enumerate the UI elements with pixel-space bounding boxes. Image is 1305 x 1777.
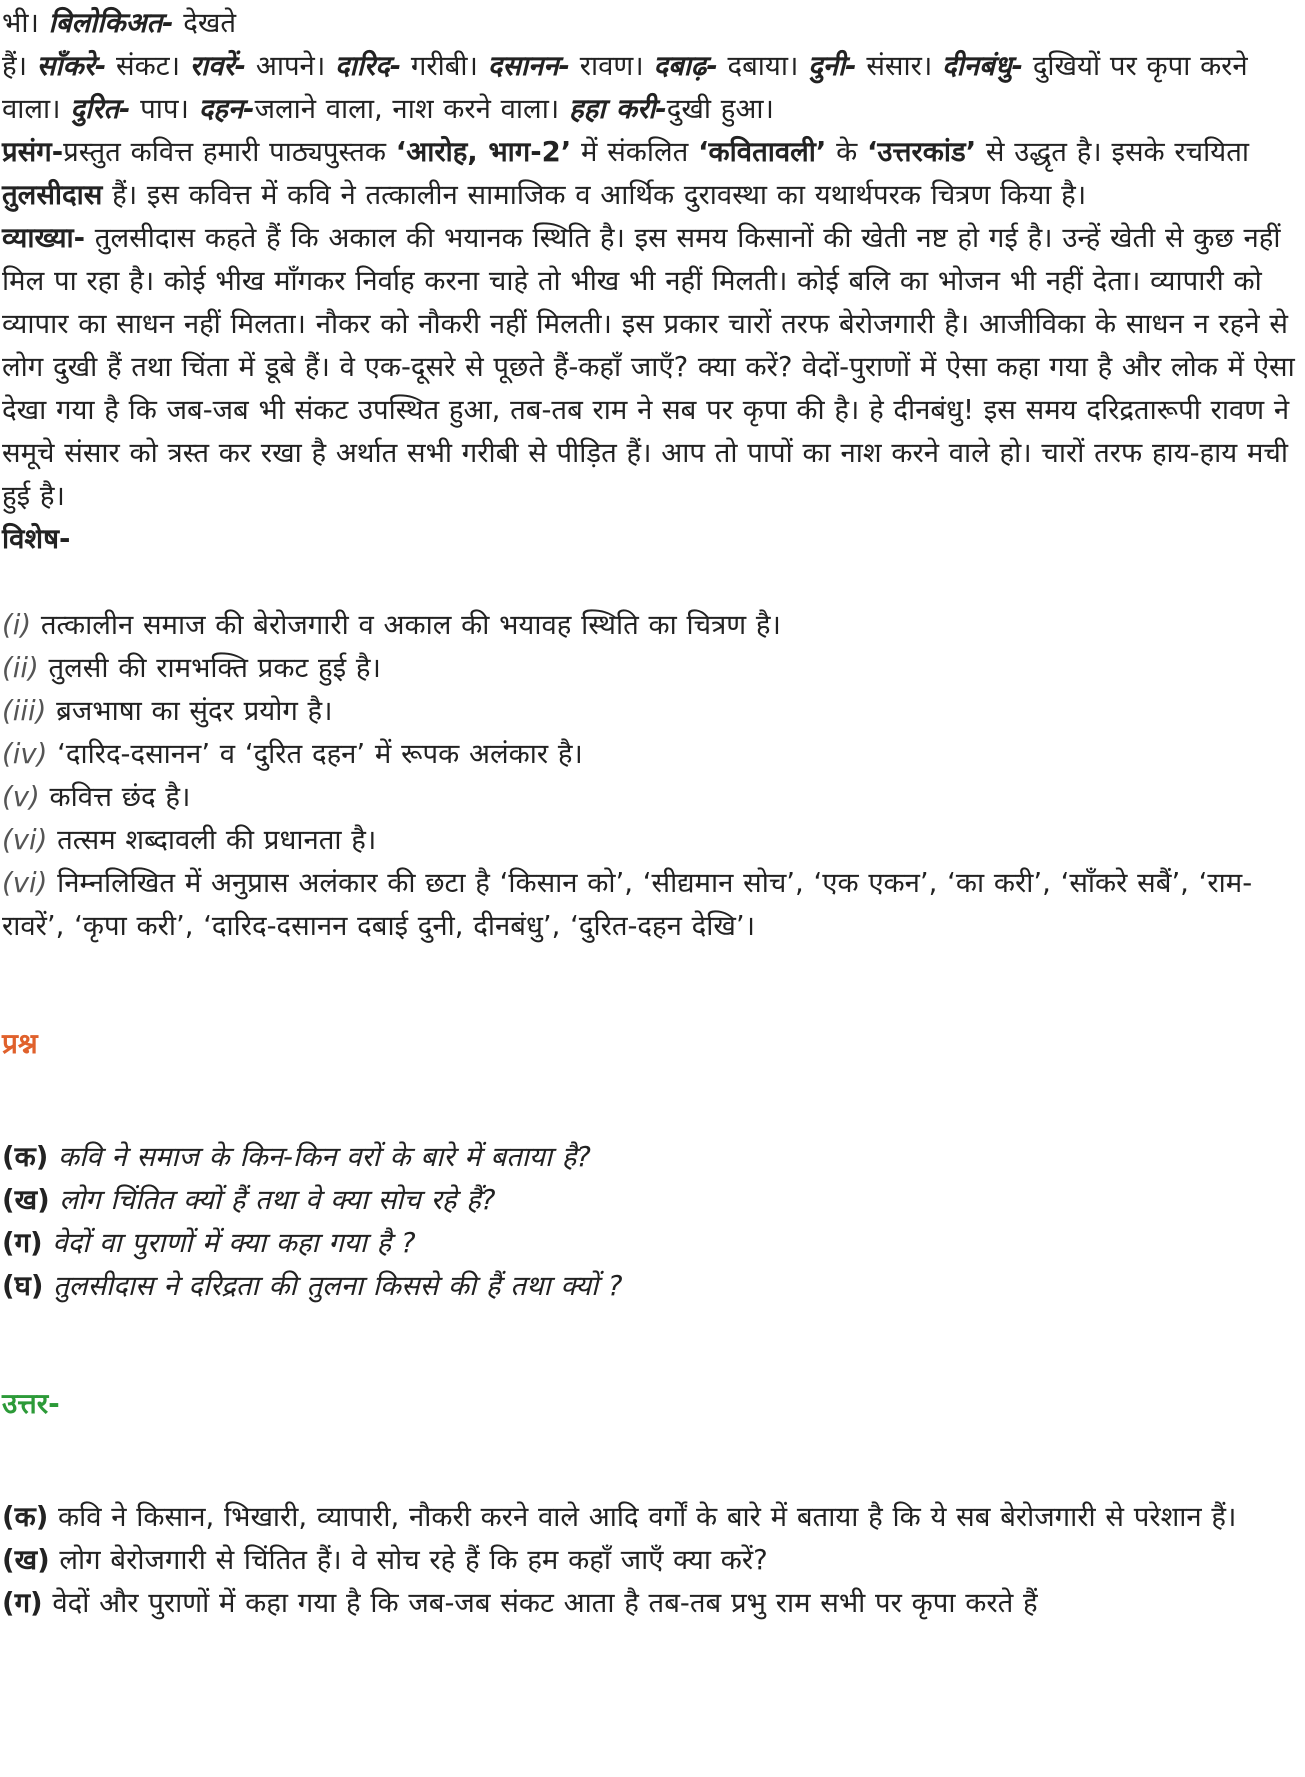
glossary-meaning: दुखी हुआ। xyxy=(666,93,774,125)
glossary-lead: भी। xyxy=(2,7,49,39)
glossary-term: दुनी- xyxy=(808,50,857,82)
point-text: कवित्त छंद है। xyxy=(39,781,191,813)
answer-text: कवि ने किसान, भिखारी, व्यापारी, नौकरी करने वाले आदि वर्गों के बारे में बताया है कि ये सब बेरोजगारी से परेशान हैं। xyxy=(48,1501,1237,1533)
glossary-meaning: संकट। xyxy=(106,50,190,82)
point-text: ब्रजभाषा का सुंदर प्रयोग है। xyxy=(46,695,333,727)
question-item xyxy=(2,1265,1295,1308)
section-title: ‘उत्तरकांड’ xyxy=(866,136,977,168)
answers-heading: उत्तर- xyxy=(2,1387,60,1420)
vishesh-point xyxy=(2,733,1295,776)
point-number: (iv) xyxy=(2,738,48,770)
glossary-meaning: देखते xyxy=(173,7,237,39)
vishesh-point xyxy=(2,776,1295,819)
answer-label: (क) xyxy=(2,1501,49,1533)
point-text: ‘दारिद-दसानन’ व ‘दुरित दहन’ में रूपक अलंकार है। xyxy=(47,738,583,770)
glossary-meaning: दबाया। xyxy=(717,50,809,82)
answer-item xyxy=(2,1582,1295,1625)
glossary-term: रावरें- xyxy=(189,50,247,82)
answer-label: (ख) xyxy=(2,1544,50,1576)
glossary-term: दुरित- xyxy=(70,93,131,125)
spacer xyxy=(2,948,1295,994)
glossary-term: दसानन- xyxy=(487,50,570,82)
question-text: कवि ने समाज के किन-किन वरों के बारे में बताया है? xyxy=(48,1141,591,1173)
vyakhya-text: तुलसीदास कहते हैं कि अकाल की भयानक स्थिति है। इस समय किसानों की खेती नष्ट हो गई है। उन्हें खेती से कुछ नहीं मिल पा रहा है। कोई भीख माँगकर निर्वाह करना चाहे तो भीख भी नहीं मिलती। कोई बलि का भोजन भी नहीं देता। व्यापारी को व्यापार का साधन नहीं मिलता। नौकर को नौकरी नहीं मिलती। इस प्रकार चारों तरफ बेरोजगारी है। आजीविका के साधन न रहने से लोग दुखी हैं तथा चिंता में डूबे हैं। वे एक-दूसरे से पूछते हैं-कहाँ जाएँ? क्या करें? वेदों-पुराणों में ऐसा कहा गया है और लोक में ऐसा देखा गया है कि जब-जब भी संकट उपस्थित हुआ, तब-तब राम ने सब पर कृपा की है। हे दीनबंधु! इस समय दरिद्रतारूपी रावण ने समूचे संसार को त्रस्त कर रखा है अर्थात सभी गरीबी से पीड़ित हैं। आप तो पापों का नाश करने वाले हो। चारों तरफ हाय-हाय मची हुई है। xyxy=(2,222,1295,512)
point-number: (vi) xyxy=(2,824,48,856)
point-number: (v) xyxy=(2,781,40,813)
book-title: ‘आरोह, भाग-2’ xyxy=(395,136,572,168)
question-label: (घ) xyxy=(2,1270,44,1302)
glossary-paragraph xyxy=(2,2,1295,131)
glossary-term: साँकरे- xyxy=(36,50,107,82)
answer-item xyxy=(2,1539,1295,1582)
question-label: (ख) xyxy=(2,1184,50,1216)
question-text: वेदों वा पुराणों में क्या कहा गया है ? xyxy=(42,1227,416,1259)
glossary-term: दबाढ़- xyxy=(653,50,718,82)
glossary-meaning: संसार। xyxy=(856,50,943,82)
vishesh-heading: विशेष- xyxy=(2,523,71,555)
question-label: (क) xyxy=(2,1141,49,1173)
answer-item xyxy=(2,1496,1295,1539)
prasang-paragraph xyxy=(2,131,1295,217)
answer-text: वेदों और पुराणों में कहा गया है कि जब-जब संकट आता है तब-तब प्रभु राम सभी पर कृपा करते हैं xyxy=(42,1587,1038,1619)
prasang-text: हैं। इस कवित्त में कवि ने तत्कालीन सामाजिक व आर्थिक दुरावस्था का यथार्थपरक चित्रण किया है। xyxy=(102,179,1087,211)
glossary-term: दहन- xyxy=(198,93,255,125)
spacer xyxy=(2,1093,1295,1136)
question-text: लोग चिंतित क्यों हैं तथा वे क्या सोच रहे हैं? xyxy=(49,1184,496,1216)
prasang-label: प्रसंग- xyxy=(2,136,64,168)
prasang-text: प्रस्तुत कवित्त हमारी पाठ्यपुस्तक xyxy=(63,136,396,168)
glossary-meaning: पाप। xyxy=(130,93,199,125)
point-text: निम्नलिखित में अनुप्रास अलंकार की छटा है ‘किसान को’, ‘सीद्यमान सोच’, ‘एक एकन’, ‘का करी’, ‘साँकरे सबैं’, ‘राम-रावरें’, ‘कृपा करी’, ‘दारिद-दसानन दबाई दुनी, दीनबंधु’, ‘दुरित-दहन देखि’। xyxy=(2,867,1253,942)
glossary-meaning: दुखियों पर कृपा करने वाला। xyxy=(2,50,1248,125)
prasang-text: के xyxy=(826,136,867,168)
question-label: (ग) xyxy=(2,1227,43,1259)
glossary-term: बिलोकिअत- xyxy=(48,7,174,39)
point-number: (vi) xyxy=(2,867,48,899)
glossary-term: दीनबंधु- xyxy=(942,50,1024,82)
glossary-meaning: गरीबी। xyxy=(401,50,488,82)
vishesh-point xyxy=(2,862,1295,948)
point-number: (i) xyxy=(2,609,32,641)
question-item xyxy=(2,1136,1295,1179)
glossary-meaning: जलाने वाला, नाश करने वाला। xyxy=(254,93,569,125)
answer-text: लोग बेरोजगारी से चिंतित हैं। वे सोच रहे हैं कि हम कहाँ जाएँ क्या करें? xyxy=(49,1544,768,1576)
author-name: तुलसीदास xyxy=(2,179,103,211)
glossary-meaning: आपने। xyxy=(246,50,335,82)
glossary-term: हहा करी- xyxy=(568,93,667,125)
answer-label: (ग) xyxy=(2,1587,43,1619)
vishesh-point xyxy=(2,647,1295,690)
point-number: (iii) xyxy=(2,695,47,727)
question-item xyxy=(2,1179,1295,1222)
questions-heading: प्रश्न xyxy=(2,1027,38,1060)
prasang-text: से उद्धृत है। इसके रचयिता xyxy=(976,136,1249,168)
glossary-meaning: रावण। xyxy=(569,50,654,82)
vishesh-point xyxy=(2,690,1295,733)
vishesh-point xyxy=(2,819,1295,862)
work-title: ‘कवितावली’ xyxy=(698,136,827,168)
glossary-term: दारिद- xyxy=(335,50,402,82)
vyakhya-label: व्याख्या- xyxy=(2,222,86,254)
spacer xyxy=(2,1453,1295,1496)
vyakhya-paragraph xyxy=(2,217,1295,518)
question-item xyxy=(2,1222,1295,1265)
point-text: तत्सम शब्दावली की प्रधानता है। xyxy=(47,824,377,856)
point-number: (ii) xyxy=(2,652,39,684)
prasang-text: में संकलित xyxy=(571,136,699,168)
point-text: तुलसी की रामभक्ति प्रकट हुई है। xyxy=(38,652,381,684)
glossary-lead: हैं। xyxy=(2,50,37,82)
point-text: तत्कालीन समाज की बेरोजगारी व अकाल की भयावह स्थिति का चित्रण है। xyxy=(31,609,781,641)
question-text: तुलसीदास ने दरिद्रता की तुलना किससे की हैं तथा क्यों ? xyxy=(43,1270,623,1302)
spacer xyxy=(2,1308,1295,1354)
vishesh-point xyxy=(2,604,1295,647)
spacer xyxy=(2,561,1295,604)
